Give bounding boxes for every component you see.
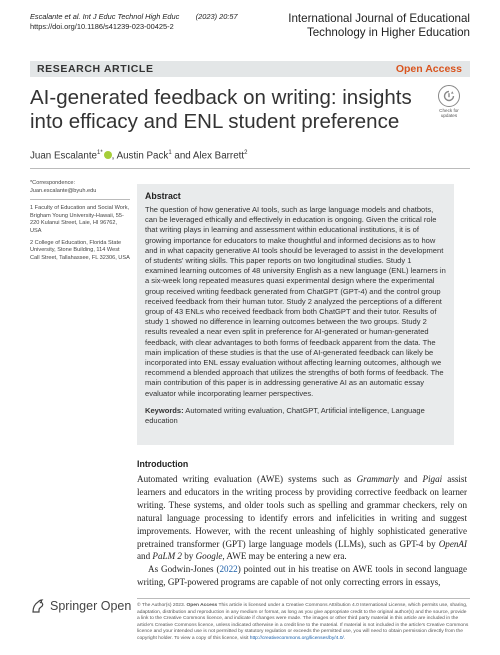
keywords-list: Automated writing evaluation, ChatGPT, Artificial intelligence, Language education xyxy=(145,405,425,426)
journal-title: International Journal of Educational Technology in Higher Education xyxy=(288,12,470,39)
journal-short-name: Escalante et al. Int J Educ Technol High Educ xyxy=(30,12,180,21)
affiliation-1: 1 Faculty of Education and Social Work, Brigham Young University-Hawaii, 55-220 Kulanui Street, Laie, HI 96762, USA xyxy=(30,205,130,234)
intro-paragraph-1: Automated writing evaluation (AWE) systems such as Grammarly and Pigai assist learners and educators in the writing process by providing corrective feedback on learner writing. These systems, and older tools such as spelling and grammar checkers, rely on natural language processing to identify errors and infelicities in writing and suggest improvements. However, with the recent unleashing of highly sophisticated generative pretrained transformer (GPT) large language models (LLMs), such as GPT-4 by OpenAI and PaLM 2 by Google, AWE may be entering a new era. xyxy=(137,474,467,562)
open-access-label: Open Access xyxy=(395,63,462,75)
publisher-name: Springer Open xyxy=(50,599,132,613)
citation-link[interactable]: 2022 xyxy=(219,564,238,575)
header-divider xyxy=(30,168,470,169)
author-1[interactable]: Juan Escalante xyxy=(30,150,97,162)
article-type-banner xyxy=(30,61,470,77)
author-list xyxy=(30,150,247,161)
article-year: (2023) 20:57 xyxy=(195,12,238,21)
running-header xyxy=(30,12,238,32)
license-link[interactable]: http://creativecommons.org/licenses/by/4.0/ xyxy=(249,635,344,641)
author-2-affil: 1 xyxy=(168,150,172,156)
author-3[interactable]: and Alex Barrett xyxy=(171,150,245,162)
affiliations xyxy=(30,180,130,266)
article-type-label: RESEARCH ARTICLE xyxy=(37,63,154,75)
check-label-line1: Check for xyxy=(439,108,459,113)
author-1-affil: 1* xyxy=(97,150,103,156)
intro-paragraph-2: As Godwin-Jones (2022) pointed out in his treatise on AWE tools in second language writing, GPT-powered programs are capable of not only correcting errors in essays, xyxy=(137,564,467,588)
abstract-text: The question of how generative AI tools, such as large language models and chatbots, can be leveraged ethically and effectively in education is ongoing. Given the critical role that writing plays in learning and assessment within educational institutions, it is of growing importance for educators to make thoughtful and informed decisions as to how and in what capacity generative AI tools should be leveraged to assist in the development of students' writing skills. This paper reports on two longitudinal studies. Study 1 examined learning outcomes of 48 university English as a new language (ENL) learners in a six-week long repeated measures quasi experimental design where the experimental group received writing feedback generated from ChatGPT (GPT-4) and the control group received feedback from their human tutor. Study 2 analyzed the perceptions of a different group of 43 ENLs who received feedback from both ChatGPT and their tutor. Results of study 1 showed no difference in learning outcomes between the two groups. Study 2 results revealed a near even split in preference for AI-generated or human-generated feedback, with clear advantages to both forms of feedback apparent from the data. The main implication of these studies is that the use of AI-generated feedback can likely be incorporated into ENL essay evaluation without affecting learning outcomes, although we recommend a blended approach that utilizes the strengths of both forms of feedback. The main contribution of this paper is in addressing generative AI as an automatic essay evaluator while incorporating learner perspectives. xyxy=(145,205,446,398)
check-updates-icon xyxy=(438,85,460,107)
introduction-body xyxy=(137,473,467,589)
author-3-affil: 2 xyxy=(244,150,248,156)
correspondence: *Correspondence: Juan.escalante@byuh.edu xyxy=(30,180,130,200)
abstract-box xyxy=(137,184,454,445)
keywords xyxy=(145,406,446,426)
license-notice: © The Author(s) 2023. Open Access This article is licensed under a Creative Commons Attribution 4.0 International License, which permits use, sharing, adaptation, distribution and reproduction in any medium or format, as long as you give appropriate credit to the original author(s) and the source, provide a link to the Creative Commons licence, and indicate if changes were made. The images or other third party material in this article are included in the article's Creative Commons licence, unless indicated otherwise in a credit line to the material. If material is not included in the article's Creative Commons licence and your intended use is not permitted by statutory regulation or exceeds the permitted use, you will need to obtain permission directly from the copyright holder. To view a copy of this licence, visit http://creativecommons.org/licenses/by/4.0/. xyxy=(137,598,470,642)
introduction-heading: Introduction xyxy=(137,459,189,469)
springer-open-logo xyxy=(30,598,131,614)
springer-horse-icon xyxy=(30,598,46,614)
keywords-label: Keywords: xyxy=(145,405,184,415)
orcid-icon[interactable] xyxy=(104,151,112,159)
affiliation-2: 2 College of Education, Florida State University, Stone Building, 114 West Call Street, Tallahassee, FL 32306, USA xyxy=(30,239,130,261)
author-2[interactable]: , Austin Pack xyxy=(111,150,169,162)
check-for-updates-button[interactable] xyxy=(434,85,464,119)
doi-link[interactable]: https://doi.org/10.1186/s41239-023-00425-2 xyxy=(30,22,174,31)
check-label-line2: updates xyxy=(440,113,458,119)
article-title: AI-generated feedback on writing: insights into efficacy and ENL student preference xyxy=(30,86,412,133)
abstract-heading: Abstract xyxy=(145,191,181,201)
